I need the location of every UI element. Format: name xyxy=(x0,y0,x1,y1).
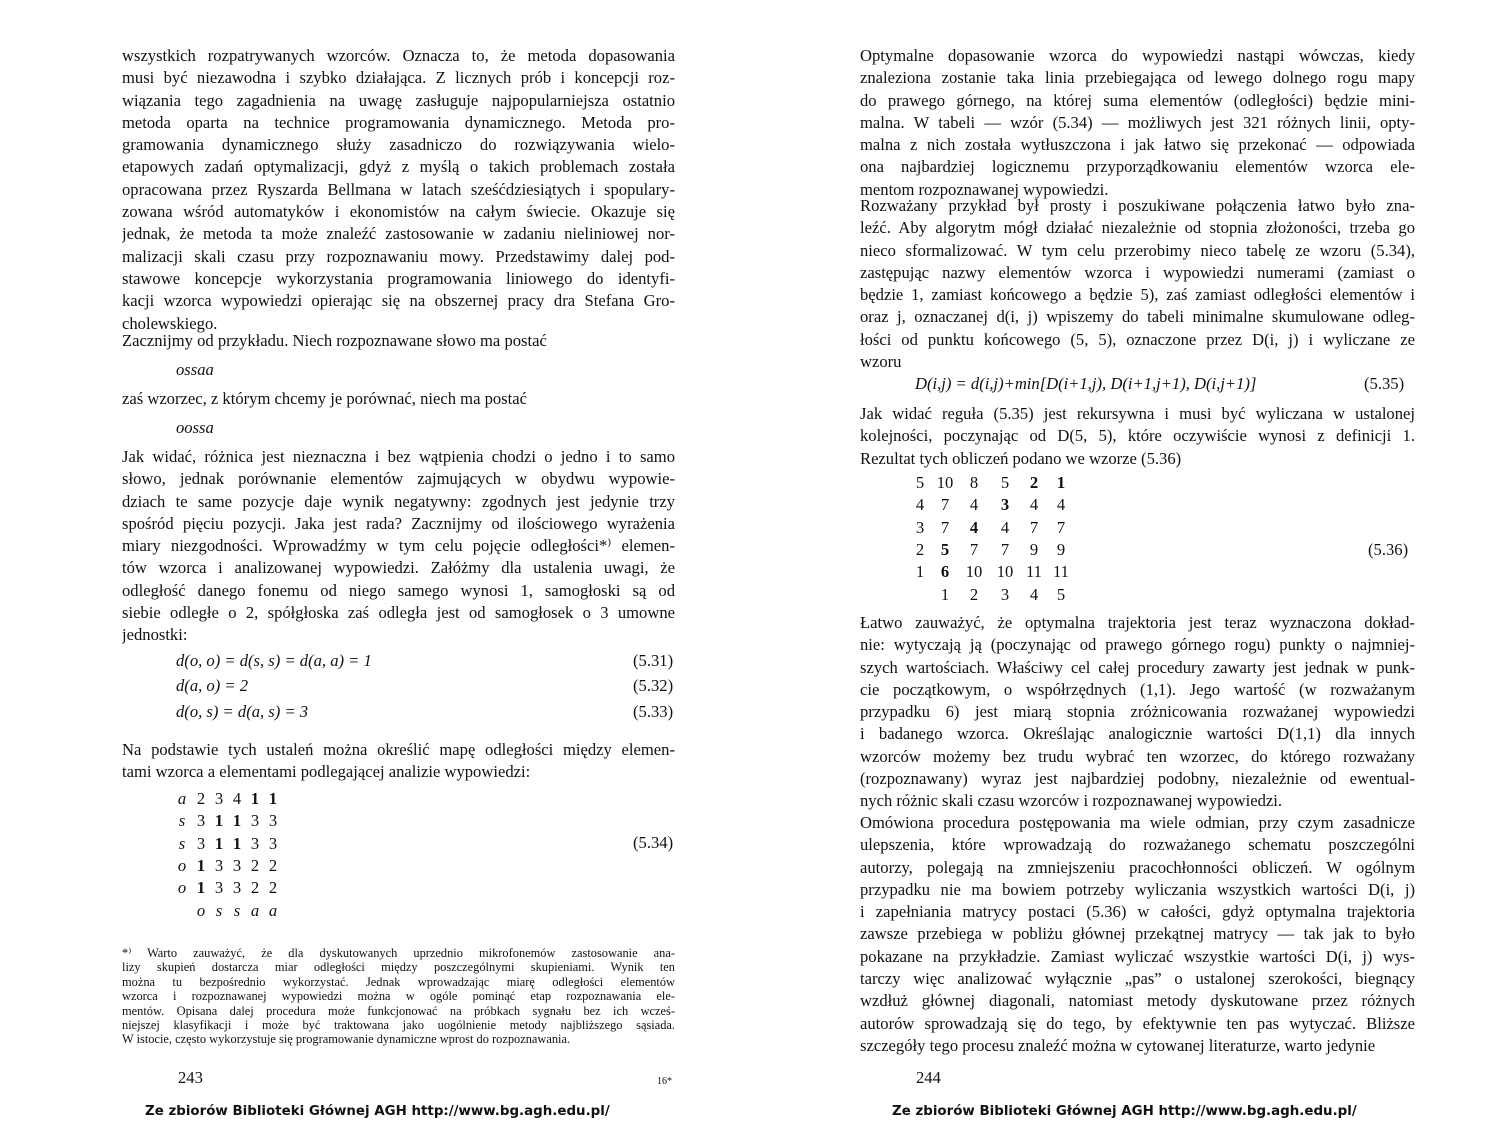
text-line: nieco sformalizować. W tym celu przerobimy nieco tabelę ze wzoru (5.34), xyxy=(860,240,1415,260)
text-line: można tu bezpośrednio wykorzystać. Jednak wprowadzając miarę odległości elementów xyxy=(122,974,675,989)
distance-map-matrix xyxy=(172,788,282,922)
matrix-cell: 11 xyxy=(1053,562,1069,582)
text-line: spośród pięciu pozycji. Jaka jest rada? Zacznijmy od ilościowego wyrażenia xyxy=(122,513,675,533)
text-line: kacji wzorca wypowiedzi opierając się na obszernej pracy dra Stefana Gro- xyxy=(122,291,675,311)
text-line: gramowania dynamicznego służy zasadniczo do rozwiązywania wielo- xyxy=(122,135,675,155)
matrix-cell: 2 xyxy=(250,878,260,898)
matrix-cell: o xyxy=(177,856,187,876)
matrix-cell: 3 xyxy=(250,833,260,853)
text-line: leźć. Aby algorytm mógł działać niezależnie od stopnia złożoności, trzeba go xyxy=(860,218,1415,238)
right-paragraph-4 xyxy=(860,612,1415,813)
text-line: Rezultat tych obliczeń podano we wzorze (5.36) xyxy=(860,448,1182,468)
text-line: oraz j, oznaczanej d(i, j) wpiszemy do tabeli minimalne skumulowane odleg- xyxy=(860,307,1415,327)
matrix-cell: s xyxy=(178,811,186,831)
matrix-cell: 3 xyxy=(196,811,206,831)
footnote xyxy=(122,946,675,1047)
text-line: opracowana przez Ryszarda Bellmana w latach sześćdziesiątych i spopulary- xyxy=(122,179,675,199)
matrix-cell: 3 xyxy=(214,878,224,898)
right-paragraph-3 xyxy=(860,403,1415,470)
matrix-cell: 3 xyxy=(196,833,206,853)
text-line: Zacznijmy od przykładu. Niech rozpoznawane słowo ma postać xyxy=(122,331,547,350)
equation-5-31: d(o, o) = d(s, s) = d(a, a) = 1 xyxy=(176,651,372,670)
matrix-cell: a xyxy=(268,900,278,920)
text-line: zastępując nazwy elementów wzorca i wypowiedzi numerami (zamiast o xyxy=(860,262,1415,282)
matrix-cell: 1 xyxy=(196,878,206,898)
text-line: wiązania tego zagadnienia na uwagę zasługuje najpopularniejsza ostatnio xyxy=(122,90,675,110)
matrix-cell: 1 xyxy=(1056,473,1066,493)
matrix-cell: 2 xyxy=(915,540,925,560)
matrix-cell: 7 xyxy=(1000,540,1010,560)
library-source-right: Ze zbiorów Biblioteki Głównej AGH http://www.bg.agh.edu.pl/ xyxy=(892,1104,1357,1119)
matrix-cell: s xyxy=(233,900,241,920)
page-number-left: 243 xyxy=(178,1068,203,1087)
matrix-cell: 5 xyxy=(1000,473,1010,493)
matrix-cell xyxy=(172,899,192,921)
matrix-cell: 1 xyxy=(940,584,950,604)
right-page xyxy=(750,0,1500,1127)
matrix-row xyxy=(172,833,282,855)
text-line: autorzy, polegają na zmniejszeniu pracochłonności obliczeń. W ogólnym xyxy=(860,857,1415,877)
text-line: łości od punktu końcowego (5, 5), oznaczone przez D(i, j) i wyliczane ze xyxy=(860,329,1415,349)
text-line: zowana wśród automatyków i ekonomistów na całym świecie. Okazuje się xyxy=(122,202,675,222)
matrix-cell: 3 xyxy=(1000,495,1010,515)
matrix-cell: 5 xyxy=(915,473,925,493)
text-line: jednostki: xyxy=(122,625,188,645)
text-line: słowo, jednak porównanie elementów zajmujących w obydwu wypowie- xyxy=(122,469,675,489)
matrix-cell: 3 xyxy=(232,856,242,876)
matrix-cell: 2 xyxy=(1029,473,1039,493)
matrix-cell: s xyxy=(215,900,223,920)
left-paragraph-5 xyxy=(122,739,675,784)
text-line: Jak widać, różnica jest nieznaczna i bez wątpienia chodzi o jedno i to samo xyxy=(122,447,675,466)
matrix-cell: 7 xyxy=(969,540,979,560)
matrix-cell: 1 xyxy=(268,789,278,809)
matrix-cell: 8 xyxy=(969,473,979,493)
matrix-cell: 4 xyxy=(1029,495,1039,515)
matrix-cell: 6 xyxy=(940,562,950,582)
text-line: zaś wzorzec, z którym chcemy je porównać, niech ma postać xyxy=(122,389,527,408)
matrix-row xyxy=(908,561,1074,583)
matrix-cell: 2 xyxy=(196,789,206,809)
matrix-row xyxy=(172,877,282,899)
text-line: pokazane na przykładzie. Zamiast wyliczać wszystkie wartości D(i, j) wys- xyxy=(860,946,1415,966)
matrix-cell: a xyxy=(250,900,260,920)
text-line: i badanego wzorca. Określając analogicznie wartości D(1,1) dla innych xyxy=(860,724,1415,744)
matrix-cell: 4 xyxy=(915,495,925,515)
matrix-cell: 7 xyxy=(1056,517,1066,537)
recognized-word: ossaa xyxy=(176,360,214,379)
matrix-cell xyxy=(908,583,932,605)
page-number-right: 244 xyxy=(916,1068,941,1087)
text-line: przypadku nie ma bowiem potrzeby wyliczania wszystkich wartości D(i, j) xyxy=(860,879,1415,899)
text-line: szczegóły tego procesu znaleźć można w cytowanej literaturze, warto jedynie xyxy=(860,1035,1376,1055)
text-line: stawowe koncepcje wykorzystania programowania liniowego do identyfi- xyxy=(122,268,675,288)
equation-number-5-32: (5.32) xyxy=(633,676,674,695)
left-paragraph-1 xyxy=(122,45,675,335)
text-line: dziach te same pozycje daje wynik negatywny: zgodnych jest jedynie trzy xyxy=(122,491,675,511)
text-line: do prawego górnego, na której suma elementów (odległości) będzie mini- xyxy=(860,90,1415,110)
equation-number-5-35: (5.35) xyxy=(1364,374,1405,393)
text-line: wzoru xyxy=(860,352,902,372)
text-line: Rozważany przykład był prosty i poszukiwane połączenia łatwo było zna- xyxy=(860,196,1415,215)
text-line: metoda oparta na technice programowania dynamicznego. Metoda pro- xyxy=(122,112,675,132)
matrix-cell: o xyxy=(196,900,206,920)
text-line: tów wzorca i analizowanej wypowiedzi. Załóżmy dla ustalenia uwagi, że xyxy=(122,558,675,578)
matrix-cell: 2 xyxy=(250,856,260,876)
matrix-cell: 9 xyxy=(1029,540,1039,560)
text-line: cholewskiego. xyxy=(122,313,218,333)
matrix-cell: 4 xyxy=(232,789,242,809)
equation-number-5-34: (5.34) xyxy=(633,833,674,852)
equation-number-5-33: (5.33) xyxy=(633,702,674,721)
text-line: nych różnic skali czasu wzorców i rozpoznawanej wypowiedzi. xyxy=(860,791,1283,811)
text-line: autorów sprowadzają się do tego, by efektywnie ten pas wytyczać. Bliższe xyxy=(860,1013,1415,1033)
text-line: mentów. Opisana dalej procedura może funkcjonować na próbkach sygnału bez ich wcześ- xyxy=(122,1003,675,1018)
matrix-cell: 3 xyxy=(250,811,260,831)
text-line: ulepszenia, które wprowadzają do rozważanego schematu poszczególni xyxy=(860,835,1415,855)
matrix-row xyxy=(908,517,1074,539)
text-line: (rozpoznawany) wyraz jest najbardziej podobny, niezależnie od ewentual- xyxy=(860,769,1415,789)
matrix-cell: 9 xyxy=(1056,540,1066,560)
text-line: tami wzorca a elementami podlegającej analizie wypowiedzi: xyxy=(122,762,531,782)
text-line: malna z nich została wytłuszczona i jak łatwo się przekonać — odpowiada xyxy=(860,135,1415,155)
matrix-cell: 1 xyxy=(214,811,224,831)
matrix-cell: 7 xyxy=(940,517,950,537)
text-line: Jak widać reguła (5.35) jest rekursywna i musi być wyliczana w ustalonej xyxy=(860,404,1415,423)
matrix-cell: 3 xyxy=(268,833,278,853)
text-line: Na podstawie tych ustaleń można określić mapę odległości między elemen- xyxy=(122,740,675,759)
cumulative-distance-matrix xyxy=(908,472,1074,606)
text-line: mentom rozpoznawanej wypowiedzi. xyxy=(860,179,1109,199)
matrix-cell: 3 xyxy=(214,856,224,876)
text-line: i zapełniania matrycy postaci (5.36) w całości, gdyż optymalna trajektoria xyxy=(860,902,1415,922)
left-paragraph-3 xyxy=(122,388,675,410)
matrix-row xyxy=(908,539,1074,561)
matrix-row xyxy=(172,855,282,877)
text-line: etapowych zadań optymalizacji, gdyż z myślą o takich problemach została xyxy=(122,157,675,177)
signature-mark: 16* xyxy=(657,1076,672,1087)
text-line: zawsze przebiega w pobliżu głównej przekątnej matrycy — tak jak to było xyxy=(860,924,1415,944)
text-line: tarczy więc analizować wyłącznie „pas” o ustalonej szerokości, biegnący xyxy=(860,969,1415,989)
matrix-cell: 10 xyxy=(996,562,1014,582)
matrix-cell: 5 xyxy=(1056,584,1066,604)
text-line: lizy skupień dostarcza miar odległości między poszczególnymi skupieniami. Wynik ten xyxy=(122,960,675,975)
matrix-cell: 2 xyxy=(969,584,979,604)
matrix-cell: 4 xyxy=(1056,495,1066,515)
matrix-cell: 1 xyxy=(232,811,242,831)
matrix-cell: 3 xyxy=(915,517,925,537)
text-line: musi być niezawodna i szybko działająca. Z licznych prób i koncepcji roz- xyxy=(122,68,675,88)
matrix-row xyxy=(908,494,1074,516)
matrix-cell: o xyxy=(177,878,187,898)
matrix-cell: 4 xyxy=(969,495,979,515)
template-word: oossa xyxy=(176,418,214,437)
text-line: wszystkich rozpatrywanych wzorców. Oznacza to, że metoda dopasowania xyxy=(122,46,675,65)
matrix-row xyxy=(172,810,282,832)
text-line: jednak, że metoda ta może znaleźć zastosowanie w zadaniu nieliniowej nor- xyxy=(122,224,675,244)
text-line: wzdłuż głównej diagonali, natomiast metody dyskutowane przez różnych xyxy=(860,991,1415,1011)
text-line: cie początkowym, o współrzędnych (1,1). Jego wartość (w rozważanym xyxy=(860,679,1415,699)
left-paragraph-2 xyxy=(122,330,675,352)
text-line: Omówiona procedura postępowania ma wiele odmian, przy czym zasadnicze xyxy=(860,813,1415,832)
text-line: wzorców możemy bez trudu wybrać ten wzorzec, do którego rozważany xyxy=(860,746,1415,766)
equation-number-5-31: (5.31) xyxy=(633,651,674,670)
matrix-cell: 10 xyxy=(965,562,983,582)
matrix-cell: 3 xyxy=(1000,584,1010,604)
text-line: wzorca i rozpoznawanej wypowiedzi można w ogóle pominąć etap rozpoznawania ele- xyxy=(122,989,675,1004)
matrix-cell: 3 xyxy=(232,878,242,898)
matrix-cell: 1 xyxy=(196,856,206,876)
text-line: kolejności, poczynając od D(5, 5), które oczywiście wynosi z definicji 1. xyxy=(860,426,1415,446)
matrix-cell: 4 xyxy=(1000,517,1010,537)
text-line: *⁾ Warto zauważyć, że dla dyskutowanych uprzednio mikrofonemów zastosowanie ana- xyxy=(122,946,675,960)
matrix-cell: a xyxy=(177,789,187,809)
text-line: Optymalne dopasowanie wzorca do wypowiedzi nastąpi wówczas, kiedy xyxy=(860,46,1415,65)
text-line: znaleziona zostanie taka linia przebiegająca od lewego dolnego rogu mapy xyxy=(860,68,1415,88)
matrix-cell: 1 xyxy=(915,562,925,582)
equation-5-35: D(i,j) = d(i,j)+min[D(i+1,j), D(i+1,j+1), D(i,j+1)] xyxy=(915,374,1257,393)
matrix-row xyxy=(908,583,1074,605)
matrix-cell: 2 xyxy=(268,856,278,876)
matrix-cell: 1 xyxy=(250,789,260,809)
text-line: Łatwo zauważyć, że optymalna trajektoria jest teraz wyznaczona dokład- xyxy=(860,613,1415,632)
equation-number-5-36: (5.36) xyxy=(1368,540,1409,559)
matrix-cell: 5 xyxy=(940,540,950,560)
text-line: siebie odległe o 2, spółgłoska zaś odległa jest od samogłosek o 3 umowne xyxy=(122,603,675,623)
text-line: nie: wytyczają ją (poczynając od prawego górnego rogu) punkty o najmniej- xyxy=(860,635,1415,655)
matrix-cell: 3 xyxy=(214,789,224,809)
matrix-cell: 1 xyxy=(214,833,224,853)
equation-5-33: d(o, s) = d(a, s) = 3 xyxy=(176,702,309,721)
text-line: niejszej klasyfikacji i może być traktowana jako uogólnienie metody najbliższego sąsiada. xyxy=(122,1018,675,1033)
matrix-cell: 2 xyxy=(268,878,278,898)
left-paragraph-4 xyxy=(122,446,675,647)
right-paragraph-2 xyxy=(860,195,1415,373)
matrix-cell: 4 xyxy=(969,517,979,537)
text-line: szych wartościach. Właściwy cel całej procedury zawarty jest jednak w punk- xyxy=(860,657,1415,677)
text-line: będzie 1, zamiast końcowego a będzie 5), zaś zamiast odległości elementów i xyxy=(860,285,1415,305)
text-line: ona najbardziej logicznemu przyporządkowaniu elementów wzorca ele- xyxy=(860,157,1415,177)
matrix-cell: 3 xyxy=(268,811,278,831)
text-line: odległość danego fonemu od niego samego wynosi 1, samogłoski są od xyxy=(122,580,675,600)
matrix-cell: 7 xyxy=(940,495,950,515)
matrix-cell: 11 xyxy=(1026,562,1042,582)
library-source-left: Ze zbiorów Biblioteki Głównej AGH http://www.bg.agh.edu.pl/ xyxy=(145,1104,610,1119)
text-line: miary niezgodności. Wprowadźmy w tym celu pojęcie odległości*⁾ elemen- xyxy=(122,536,675,556)
matrix-cell: 1 xyxy=(232,833,242,853)
equation-5-32: d(a, o) = 2 xyxy=(176,676,249,695)
matrix-row xyxy=(908,472,1074,494)
matrix-row xyxy=(172,788,282,810)
matrix-cell: 7 xyxy=(1029,517,1039,537)
text-line: przypadku 6) jest miarą stopnia zróżnicowania rozważanej wypowiedzi xyxy=(860,702,1415,722)
text-line: W istocie, często wykorzystuje się programowanie dynamiczne wprost do rozpoznawania. xyxy=(122,1032,571,1047)
right-paragraph-1 xyxy=(860,45,1415,201)
matrix-cell: s xyxy=(178,833,186,853)
matrix-cell: 10 xyxy=(936,473,954,493)
text-line: malizacji skali czasu przy rozpoznawaniu mowy. Przedstawimy dalej pod- xyxy=(122,246,675,266)
text-line: malna. W tabeli — wzór (5.34) — możliwych jest 321 różnych linii, opty- xyxy=(860,112,1415,132)
matrix-row xyxy=(172,899,282,921)
right-paragraph-5 xyxy=(860,812,1415,1057)
matrix-cell: 4 xyxy=(1029,584,1039,604)
